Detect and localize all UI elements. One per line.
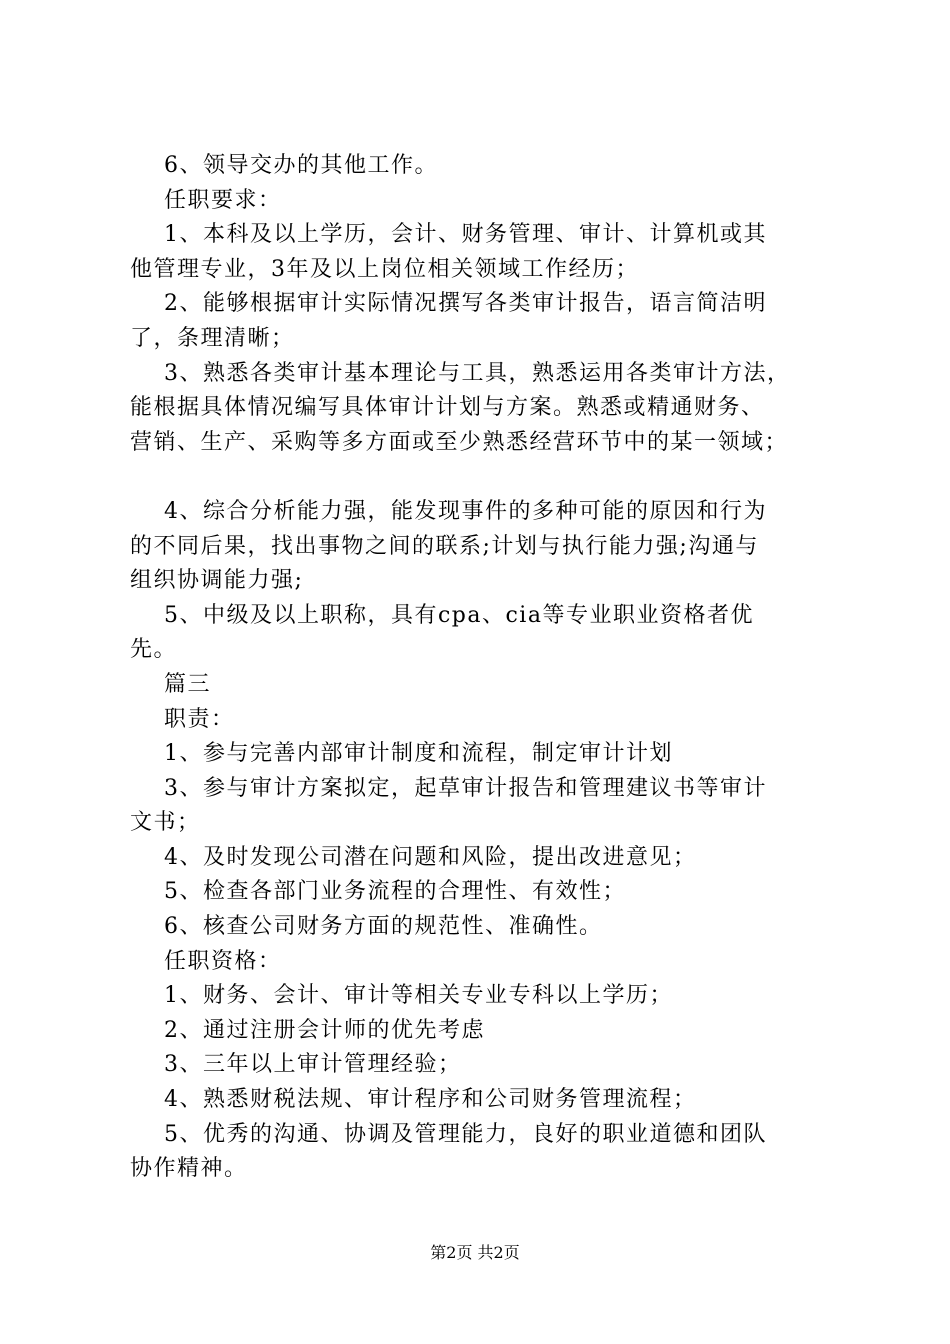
text-line: 他管理专业，3年及以上岗位相关领域工作经历； <box>130 256 639 282</box>
text-line: 4、综合分析能力强，能发现事件的多种可能的原因和行为 <box>130 498 767 524</box>
text-line: 5、检查各部门业务流程的合理性、有效性； <box>130 879 626 905</box>
text-line: 4、熟悉财税法规、审计程序和公司财务管理流程； <box>130 1087 697 1113</box>
text-line: 3、熟悉各类审计基本理论与工具，熟悉运用各类审计方法， <box>130 360 791 386</box>
text-line: 先。 <box>130 637 178 663</box>
text-line: 3、三年以上审计管理经验； <box>130 1052 462 1078</box>
text-line: 文书； <box>130 810 201 836</box>
text-line: 协作精神。 <box>130 1156 248 1182</box>
text-line: 3、参与审计方案拟定，起草审计报告和管理建议书等审计 <box>130 775 767 801</box>
text-line: 任职资格： <box>130 948 282 974</box>
blank-line <box>130 460 840 495</box>
text-line: 6、核查公司财务方面的规范性、准确性。 <box>130 914 603 940</box>
page-footer: 第2页 共2页 <box>430 1243 520 1262</box>
text-line: 能根据具体情况编写具体审计计划与方案。熟悉或精通财务、 <box>130 395 765 421</box>
text-line: 的不同后果，找出事物之间的联系;计划与执行能力强;沟通与 <box>130 533 759 559</box>
text-line: 组织协调能力强; <box>130 568 304 594</box>
text-line: 1、财务、会计、审计等相关专业专科以上学历； <box>130 983 673 1009</box>
text-line: 5、优秀的沟通、协调及管理能力，良好的职业道德和团队 <box>130 1121 767 1147</box>
text-line: 4、及时发现公司潜在问题和风险，提出改进意见； <box>130 844 697 870</box>
text-line: 了，条理清晰； <box>130 325 295 351</box>
text-line: 5、中级及以上职称，具有cpa、cia等专业职业资格者优 <box>130 602 754 628</box>
text-line: 职责： <box>130 706 235 732</box>
text-line: 营销、生产、采购等多方面或至少熟悉经营环节中的某一领域； <box>130 429 789 455</box>
text-line: 1、本科及以上学历，会计、财务管理、审计、计算机或其 <box>130 222 767 248</box>
text-line: 2、能够根据审计实际情况撰写各类审计报告，语言简洁明 <box>130 291 767 317</box>
text-line: 1、参与完善内部审计制度和流程，制定审计计划 <box>130 741 673 767</box>
text-line: 6、领导交办的其他工作。 <box>130 153 438 178</box>
text-line: 2、通过注册会计师的优先考虑 <box>130 1017 485 1043</box>
text-line: 篇三 <box>130 671 211 697</box>
text-line: 任职要求： <box>130 187 282 213</box>
document-body <box>130 149 840 1187</box>
